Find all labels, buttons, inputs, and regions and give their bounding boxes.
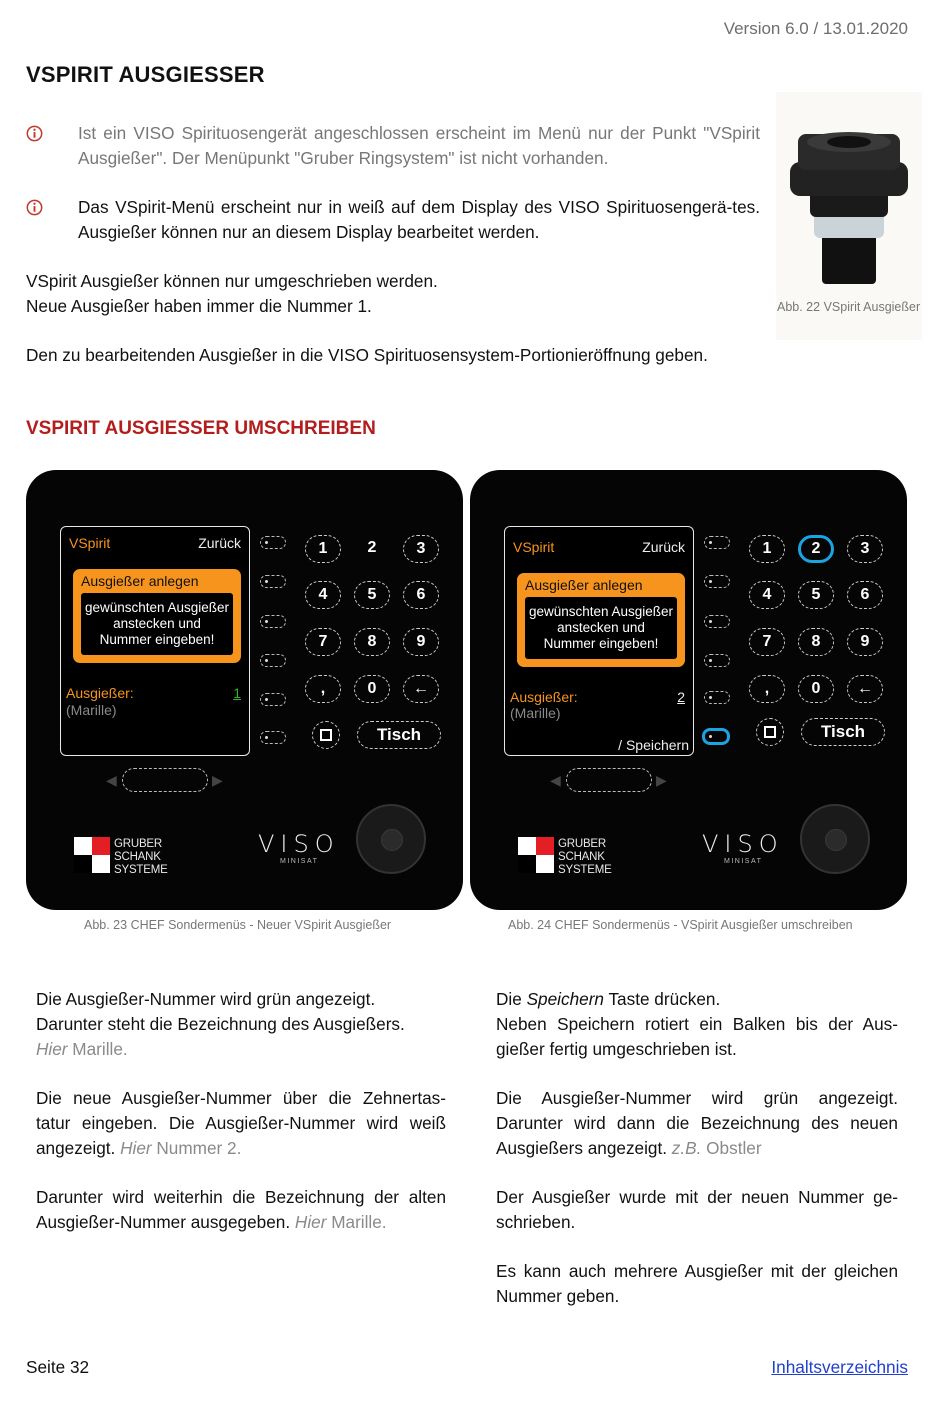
- screen-title: VSpirit: [69, 535, 111, 551]
- dialog-line: anstecken und: [113, 616, 201, 631]
- section-subtitle: VSPIRIT AUSGIESSER UMSCHREIBEN: [26, 418, 376, 439]
- minisat-label: MINISAT: [724, 858, 763, 865]
- arrow-right-icon[interactable]: ▶: [656, 772, 667, 788]
- side-key-save[interactable]: [702, 728, 730, 745]
- side-key-5[interactable]: [704, 691, 730, 704]
- pourer-label: Ausgießer:: [510, 689, 578, 705]
- example-label: Hier: [120, 1138, 152, 1158]
- side-key-4[interactable]: [260, 654, 286, 667]
- right-paragraph-4: Es kann auch mehrere Ausgießer mit der gleichen Nummer geben.: [496, 1261, 898, 1306]
- key-tisch[interactable]: Tisch: [801, 718, 885, 746]
- screen-back-label[interactable]: Zurück: [198, 535, 241, 551]
- text-line: Die Ausgießer-Nummer wird grün angezeigt.: [36, 989, 376, 1009]
- version-date: Version 6.0 / 13.01.2020: [723, 19, 908, 38]
- device-panel-1: [26, 470, 463, 910]
- logo-line: GRUBER: [558, 838, 607, 850]
- key-0[interactable]: 0: [354, 675, 390, 703]
- dialog-title: Ausgießer anlegen: [525, 577, 643, 593]
- key-5[interactable]: 5: [798, 581, 834, 609]
- dialog-box: [517, 573, 685, 667]
- key-comma[interactable]: ,: [749, 675, 785, 703]
- example-label: Hier: [294, 1212, 327, 1232]
- info-icon: [26, 199, 43, 216]
- square-icon: [320, 729, 332, 741]
- gruber-logo-text: [558, 838, 612, 877]
- logo-line: SCHANK: [558, 851, 605, 863]
- arrow-left-icon[interactable]: ◀: [550, 772, 561, 788]
- dialog-message: [81, 593, 233, 655]
- save-label[interactable]: / Speichern: [618, 737, 689, 753]
- pourer-number: 2: [677, 689, 685, 705]
- key-6[interactable]: 6: [847, 581, 883, 609]
- key-8[interactable]: 8: [354, 628, 390, 656]
- info-note-1: [26, 121, 760, 171]
- note-text: Das VSpirit-Menü erscheint nur in weiß auf dem Display des VISO Spirituosengerä-tes. Ausgießer können nur an diesem Display bearbeitet werden.: [78, 197, 760, 242]
- control-knob[interactable]: [800, 804, 870, 874]
- text-line: Neben Speichern rotiert ein Balken bis der Aus-gießer fertig umgeschrieben ist.: [496, 1014, 898, 1059]
- device-panel-2: [470, 470, 907, 910]
- emphasis: Speichern: [526, 989, 604, 1009]
- key-tisch[interactable]: Tisch: [357, 721, 441, 749]
- logo-line: SCHANK: [114, 851, 161, 863]
- key-8[interactable]: 8: [798, 628, 834, 656]
- minisat-label: MINISAT: [280, 858, 319, 865]
- left-column: [36, 987, 446, 1259]
- page-number: Seite 32: [26, 1357, 90, 1377]
- screen-title: VSpirit: [513, 539, 555, 555]
- pourer-name: (Marille): [66, 702, 117, 718]
- dialog-line: anstecken und: [557, 620, 645, 635]
- side-key-2[interactable]: [260, 575, 286, 588]
- text-line: Taste drücken.: [603, 989, 721, 1009]
- pourer-number: 1: [233, 685, 241, 701]
- gruber-logo-icon: [74, 837, 110, 873]
- key-7[interactable]: 7: [305, 628, 341, 656]
- info-icon: [26, 125, 43, 142]
- key-3[interactable]: 3: [847, 535, 883, 563]
- side-key-1[interactable]: [260, 536, 286, 549]
- key-7[interactable]: 7: [749, 628, 785, 656]
- pourer-name: (Marille): [510, 705, 561, 721]
- viso-logo: VISO: [702, 830, 784, 858]
- left-paragraph-3: [36, 1185, 446, 1235]
- right-paragraph-1: [496, 987, 898, 1062]
- key-9[interactable]: 9: [403, 628, 439, 656]
- side-key-1[interactable]: [704, 536, 730, 549]
- dialog-line: Nummer eingeben!: [543, 636, 659, 651]
- left-paragraph-1: [36, 987, 446, 1062]
- key-square[interactable]: [756, 718, 784, 746]
- gruber-logo-text: [114, 838, 168, 877]
- key-square[interactable]: [312, 721, 340, 749]
- side-key-2[interactable]: [704, 575, 730, 588]
- example-value: Marille.: [67, 1039, 128, 1059]
- logo-line: SYSTEME: [114, 864, 168, 876]
- note-text: Ist ein VISO Spirituosengerät angeschlossen erscheint im Menü nur der Punkt "VSpirit Ausgießer". Der Menüpunkt "Gruber Ringsystem" ist nicht vorhanden.: [78, 123, 760, 168]
- page-title: VSPIRIT AUSGIESSER: [26, 62, 265, 87]
- gruber-logo-icon: [518, 837, 554, 873]
- arrow-left-icon[interactable]: ◀: [106, 772, 117, 788]
- device-screen: [504, 526, 694, 756]
- dialog-line: gewünschten Ausgießer: [84, 600, 230, 615]
- left-paragraph-2: [36, 1086, 446, 1161]
- viso-logo: VISO: [258, 830, 340, 858]
- key-5[interactable]: 5: [354, 581, 390, 609]
- intro-line-3: Den zu bearbeitenden Ausgießer in die VISO Spirituosensystem-Portionieröffnung geben.: [26, 345, 708, 365]
- text-line: Die Ausgießer-Nummer wird grün angezeigt. Darunter wird dann die Bezeichnung des neuen Ausgießers angezeigt.: [496, 1088, 898, 1158]
- pourer-image: [776, 92, 922, 292]
- photo-caption: Abb. 22 VSpirit Ausgießer: [777, 300, 921, 314]
- side-key-4[interactable]: [704, 654, 730, 667]
- side-key-5[interactable]: [260, 693, 286, 706]
- intro-line-1: VSpirit Ausgießer können nur umgeschrieben werden.: [26, 271, 438, 291]
- text-line: Darunter steht die Bezeichnung des Ausgießers.: [36, 1014, 405, 1034]
- key-4[interactable]: 4: [305, 581, 341, 609]
- screen-back-label[interactable]: Zurück: [642, 539, 685, 555]
- side-key-6[interactable]: [260, 731, 286, 744]
- side-key-3[interactable]: [704, 615, 730, 628]
- example-label: Hier: [36, 1039, 68, 1059]
- dialog-line: Nummer eingeben!: [99, 632, 215, 647]
- logo-line: GRUBER: [114, 838, 163, 850]
- key-4[interactable]: 4: [749, 581, 785, 609]
- example-label: z.B.: [671, 1138, 702, 1158]
- info-note-2: [26, 195, 760, 245]
- intro-line-2: Neue Ausgießer haben immer die Nummer 1.: [26, 296, 372, 316]
- pourer-label: Ausgießer:: [66, 685, 134, 701]
- arrow-right-icon[interactable]: ▶: [212, 772, 223, 788]
- example-value: Nummer 2.: [151, 1138, 242, 1158]
- key-comma[interactable]: ,: [305, 675, 341, 703]
- key-2[interactable]: 2: [367, 539, 377, 556]
- key-1[interactable]: 1: [749, 535, 785, 563]
- text-line: Darunter wird weiterhin die Bezeichnung der alten Ausgießer-Nummer ausgegeben.: [36, 1187, 446, 1232]
- side-key-3[interactable]: [260, 615, 286, 628]
- key-9[interactable]: 9: [847, 628, 883, 656]
- key-1[interactable]: 1: [305, 535, 341, 563]
- control-knob[interactable]: [356, 804, 426, 874]
- right-paragraph-3: Der Ausgießer wurde mit der neuen Nummer ge-schrieben.: [496, 1187, 898, 1232]
- key-0[interactable]: 0: [798, 675, 834, 703]
- dialog-box: [73, 569, 241, 663]
- figure-caption-24: Abb. 24 CHEF Sondermenüs - VSpirit Ausgießer umschreiben: [508, 918, 853, 932]
- key-backspace[interactable]: ←: [403, 675, 439, 703]
- example-value: Obstler: [701, 1138, 762, 1158]
- right-paragraph-2: [496, 1086, 898, 1161]
- text-line: Die neue Ausgießer-Nummer über die Zehnertas-tatur eingeben. Die Ausgießer-Nummer wird weiß angezeigt.: [36, 1088, 446, 1158]
- square-icon: [764, 726, 776, 738]
- key-3[interactable]: 3: [403, 535, 439, 563]
- dialog-message: [525, 597, 677, 659]
- device-screen: [60, 526, 250, 756]
- key-6[interactable]: 6: [403, 581, 439, 609]
- logo-line: SYSTEME: [558, 864, 612, 876]
- dialog-line: gewünschten Ausgießer: [528, 604, 674, 619]
- scroll-wheel[interactable]: [566, 768, 652, 792]
- right-column: [496, 987, 898, 1333]
- key-2[interactable]: 2: [798, 535, 834, 563]
- key-backspace[interactable]: ←: [847, 675, 883, 703]
- scroll-wheel[interactable]: [122, 768, 208, 792]
- figure-caption-23: Abb. 23 CHEF Sondermenüs - Neuer VSpirit Ausgießer: [84, 918, 392, 932]
- example-value: Marille.: [326, 1212, 387, 1232]
- text-line: Die: [496, 989, 527, 1009]
- dialog-title: Ausgießer anlegen: [81, 573, 199, 589]
- toc-link[interactable]: Inhaltsverzeichnis: [771, 1357, 908, 1377]
